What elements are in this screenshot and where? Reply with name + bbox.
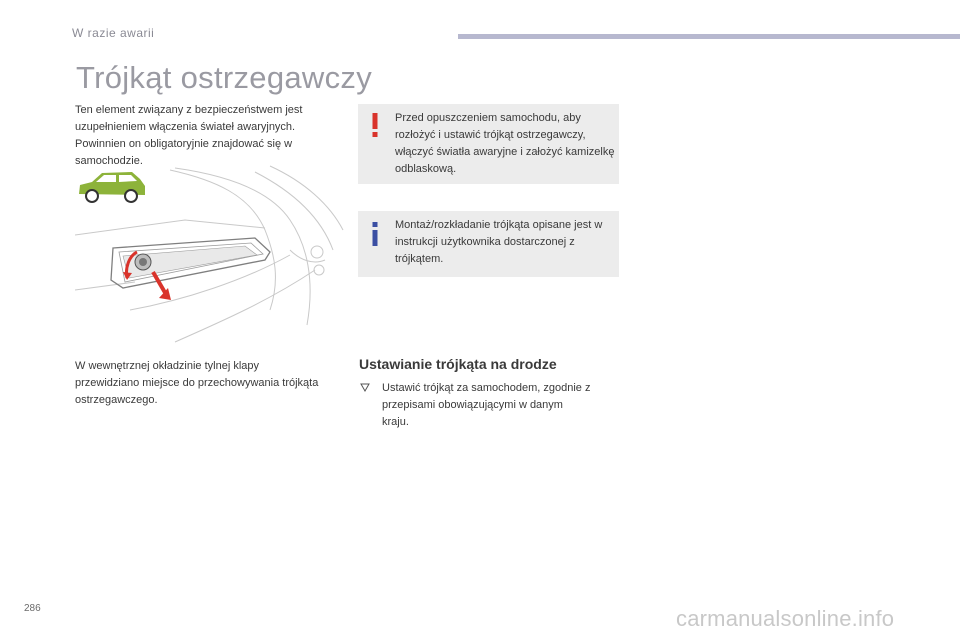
intro-paragraph: Ten element związany z bezpieczeństwem jest uzupełnieniem włączenia świateł awaryjnych. Powinnien on obligatoryjnie znajdować się w samochodzie. [75,104,303,167]
section-title: W razie awarii [72,26,155,40]
section-heading: Ustawianie trójkąta na drodze [359,356,557,372]
page-title: Trójkąt ostrzegawczy [76,60,372,95]
info-note [358,211,619,277]
watermark: carmanualsonline.info [676,606,895,631]
warning-note [358,104,619,184]
info-note-text: Montaż/rozkładanie trójkąta opisane jest w instrukcji użytkownika dostarczonej z trójkątem. [395,219,603,265]
bullet-text: Ustawić trójkąt za samochodem, zgodnie z przepisami obowiązującymi w danym kraju. [382,382,591,428]
storage-paragraph: W wewnętrznej okładzinie tylnej klapy przewidziano miejsce do przechowywania trójkąta ostrzegawczego. [75,360,319,406]
exclamation-icon [368,112,382,138]
info-icon [368,221,382,247]
warning-note-text: Przed opuszczeniem samochodu, aby rozłożyć i ustawić trójkąt ostrzegawczy, włączyć światła awaryjne i założyć kamizelkę odblaskową. [395,112,615,175]
car-side-icon [76,168,148,206]
page-number: 286 [24,603,41,614]
triangle-bullet-icon [360,383,370,393]
header-accent-bar [458,34,960,39]
